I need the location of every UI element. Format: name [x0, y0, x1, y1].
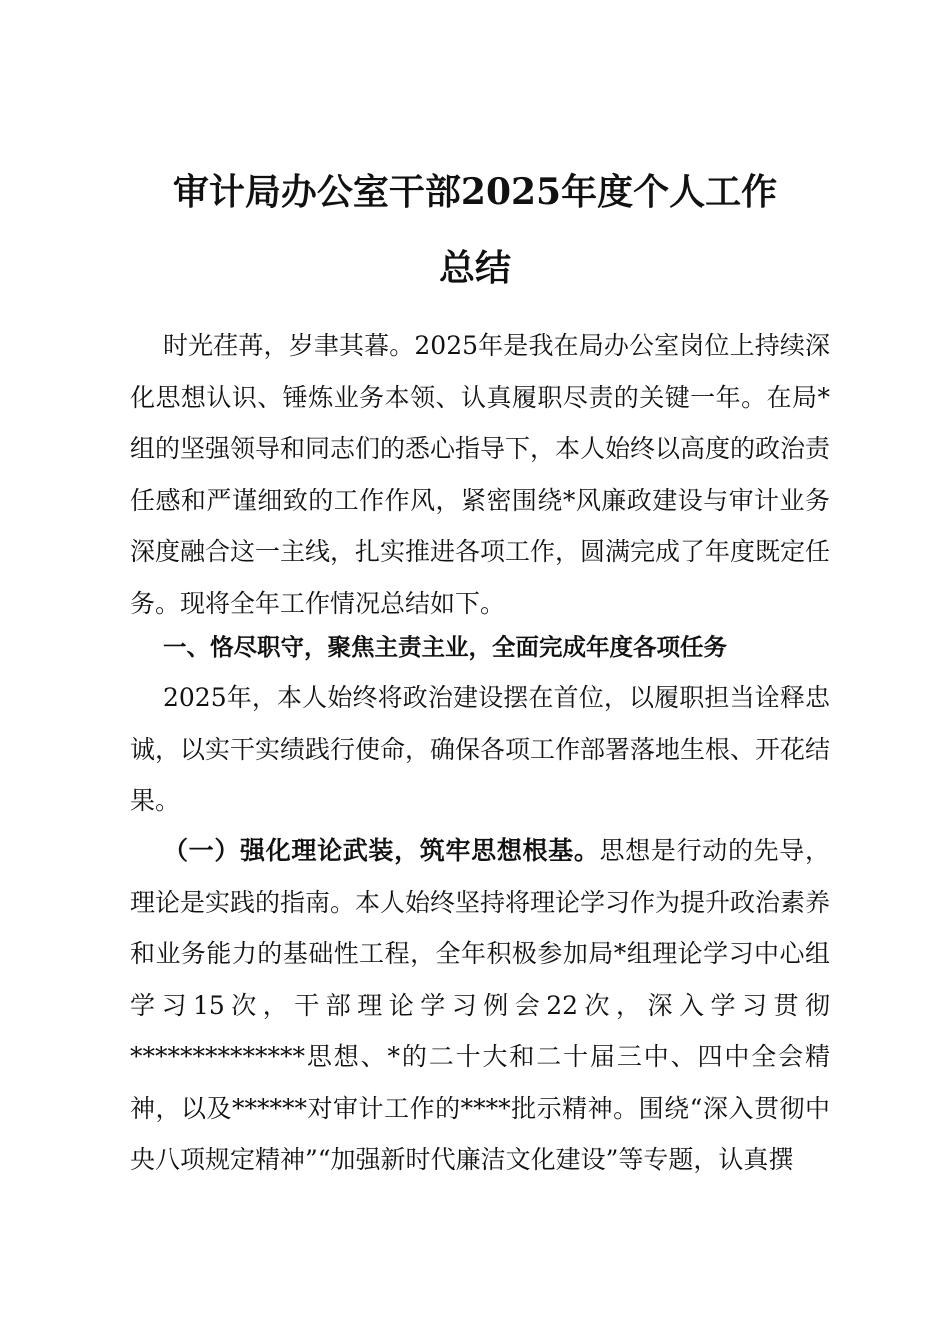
intro-paragraph: 时光荏苒，岁聿其暮。2025年是我在局办公室岗位上持续深化思想认识、锤炼业务本领、认真履职尽责的关键一年。在局*组的坚强领导和同志们的悉心指导下，本人始终以高度的政治责任感和严谨细致的工作作风，紧密围绕*风廉政建设与审计业务深度融合这一主线，扎实推进各项工作，圆满完成了年度既定任务。现将全年工作情况总结如下。 [130, 331, 831, 618]
subsection-1-paragraph [130, 825, 830, 1186]
section-heading-1: 一、恪尽职守，聚焦主责主业，全面完成年度各项任务 [163, 633, 727, 661]
subsection-1-lead: （一）强化理论武装，筑牢思想根基。 [163, 836, 600, 865]
document-title-line-1: 审计局办公室干部2025年度个人工作 [172, 171, 778, 213]
document-title-line-2: 总结 [438, 247, 511, 289]
section-1-paragraph: 2025年，本人始终将政治建设摆在首位，以履职担当诠释忠诚，以实干实绩践行使命，确保各项工作部署落地生根、开花结果。 [130, 683, 831, 815]
subsection-1-body: 思想是行动的先导，理论是实践的指南。本人始终坚持将理论学习作为提升政治素养和业务能力的基础性工程，全年积极参加局*组理论学习中心组学习15次，干部理论学习例会22次，深入学习贯彻**************思想、*的二十大和二十届三中、四中全会精神，以及******对审计工作的****批示精神。围绕“深入贯彻中央八项规定精神”“加强新时代廉洁文化建设”等专题，认真撰 [130, 836, 831, 1174]
